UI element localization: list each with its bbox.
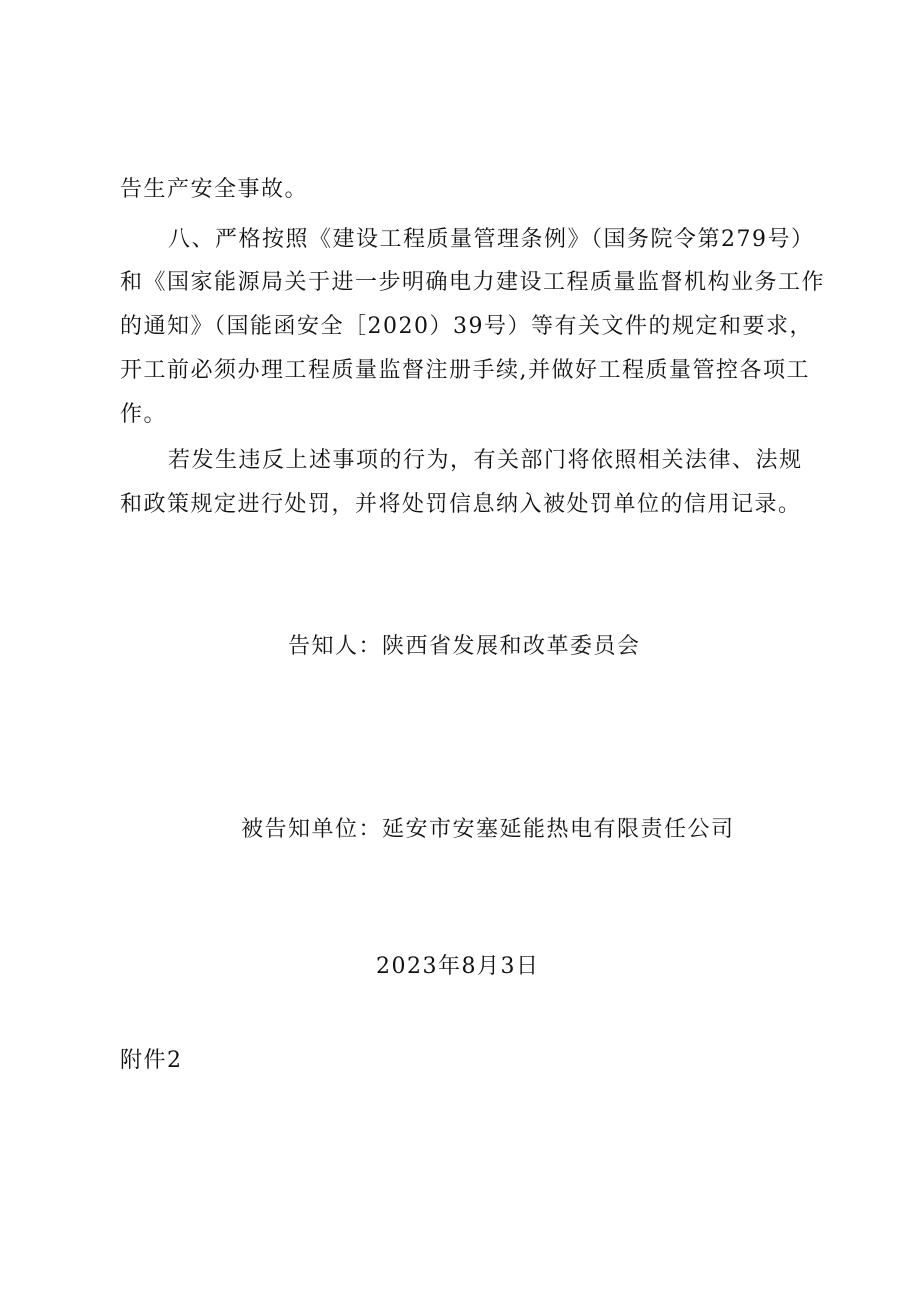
body-line-8: 和政策规定进行处罚，并将处罚信息纳入被处罚单位的信用记录。 <box>120 492 802 517</box>
body-line-2: 八、严格按照《建设工程质量管理条例》（国务院令第279号） <box>168 227 815 252</box>
signature-date: 2023年8月3日 <box>376 954 540 979</box>
recipient-signature: 被告知单位：延安市安塞延能热电有限责任公司 <box>241 817 735 842</box>
body-line-1: 告生产安全事故。 <box>120 177 309 202</box>
attachment-label: 附件2 <box>120 1048 183 1073</box>
body-line-4: 的通知》（国能函安全［2020）39号）等有关文件的规定和要求， <box>120 314 813 339</box>
body-line-6: 作。 <box>120 402 168 427</box>
body-line-7: 若发生违反上述事项的行为，有关部门将依照相关法律、法规 <box>168 448 803 473</box>
notifier-signature: 告知人：陕西省发展和改革委员会 <box>288 634 641 659</box>
body-line-3: 和《国家能源局关于进一步明确电力建设工程质量监督机构业务工作 <box>120 270 826 295</box>
body-line-5: 开工前必须办理工程质量监督注册手续,并做好工程质量管控各项工 <box>120 358 810 383</box>
